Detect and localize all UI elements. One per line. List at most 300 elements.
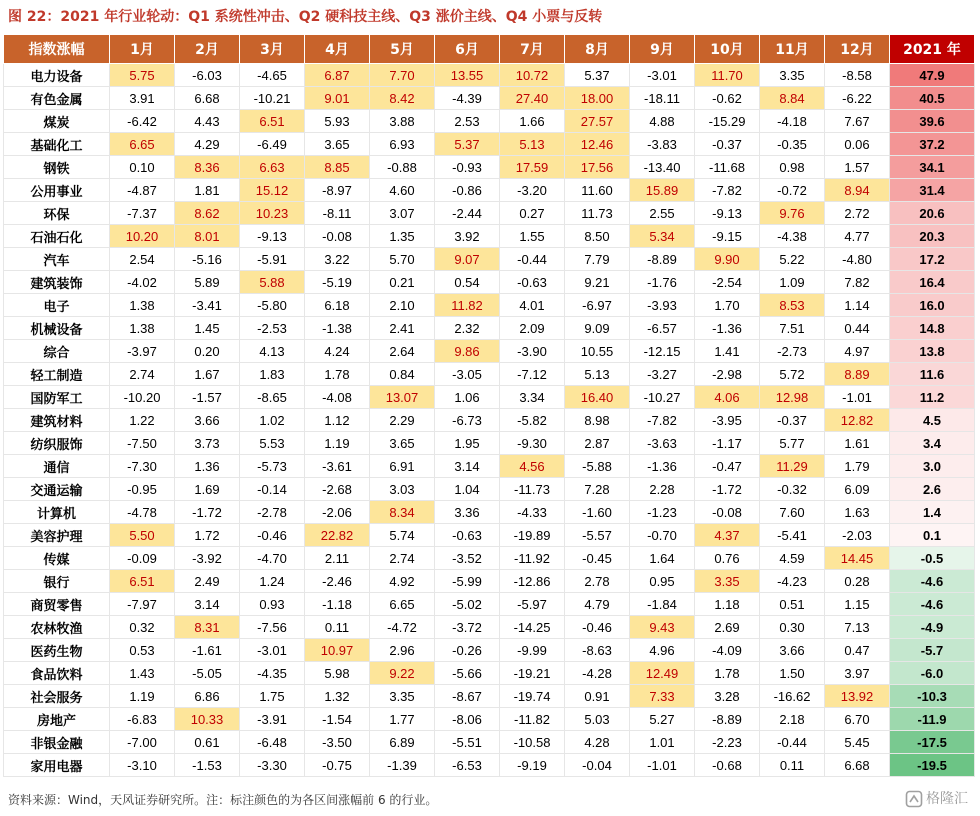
table-row [4, 248, 975, 271]
header-month: 8月 [565, 35, 630, 64]
data-cell: 1.64 [630, 547, 695, 570]
total-cell: 47.9 [890, 64, 975, 87]
data-cell: -13.40 [630, 156, 695, 179]
data-cell: -4.70 [240, 547, 305, 570]
data-cell: -9.30 [500, 432, 565, 455]
data-cell: 22.82 [305, 524, 370, 547]
data-cell: 1.77 [370, 708, 435, 731]
data-cell: -2.54 [695, 271, 760, 294]
data-cell: -11.73 [500, 478, 565, 501]
data-cell: 11.60 [565, 179, 630, 202]
data-cell: -0.86 [435, 179, 500, 202]
data-cell: 5.50 [110, 524, 175, 547]
data-cell: 2.64 [370, 340, 435, 363]
data-cell: 4.06 [695, 386, 760, 409]
data-cell: -3.63 [630, 432, 695, 455]
data-cell: 0.47 [825, 639, 890, 662]
data-cell: -11.82 [500, 708, 565, 731]
data-cell: 8.84 [760, 87, 825, 110]
data-cell: -2.78 [240, 501, 305, 524]
total-cell: -4.6 [890, 593, 975, 616]
table-row [4, 294, 975, 317]
data-cell: 7.79 [565, 248, 630, 271]
data-cell: 5.45 [825, 731, 890, 754]
data-cell: 5.27 [630, 708, 695, 731]
data-cell: -5.05 [175, 662, 240, 685]
data-cell: 4.13 [240, 340, 305, 363]
data-cell: 6.93 [370, 133, 435, 156]
data-cell: -6.48 [240, 731, 305, 754]
table-row [4, 202, 975, 225]
data-cell: -5.91 [240, 248, 305, 271]
data-cell: -8.65 [240, 386, 305, 409]
total-cell: 20.6 [890, 202, 975, 225]
total-cell: 1.4 [890, 501, 975, 524]
data-cell: 4.28 [565, 731, 630, 754]
data-cell: -1.84 [630, 593, 695, 616]
data-cell: 12.98 [760, 386, 825, 409]
data-cell: 1.18 [695, 593, 760, 616]
data-cell: 3.88 [370, 110, 435, 133]
watermark-text: 格隆汇 [926, 791, 968, 807]
data-cell: 2.72 [825, 202, 890, 225]
row-label: 交通运输 [4, 478, 110, 501]
data-cell: -9.13 [695, 202, 760, 225]
data-cell: 9.22 [370, 662, 435, 685]
data-cell: -10.20 [110, 386, 175, 409]
data-cell: -0.72 [760, 179, 825, 202]
row-label: 基础化工 [4, 133, 110, 156]
data-cell: 3.14 [435, 455, 500, 478]
data-cell: -0.44 [500, 248, 565, 271]
data-cell: 6.63 [240, 156, 305, 179]
data-cell: -7.50 [110, 432, 175, 455]
header-total: 2021 年 [890, 35, 975, 64]
row-label: 轻工制造 [4, 363, 110, 386]
data-cell: 6.18 [305, 294, 370, 317]
data-cell: -3.01 [240, 639, 305, 662]
data-cell: 6.91 [370, 455, 435, 478]
data-cell: -1.60 [565, 501, 630, 524]
data-cell: 27.57 [565, 110, 630, 133]
data-cell: -11.68 [695, 156, 760, 179]
data-cell: -1.36 [630, 455, 695, 478]
row-label: 国防军工 [4, 386, 110, 409]
data-cell: -0.75 [305, 754, 370, 777]
total-cell: -17.5 [890, 731, 975, 754]
row-label: 医药生物 [4, 639, 110, 662]
data-cell: -1.01 [825, 386, 890, 409]
data-cell: 0.84 [370, 363, 435, 386]
data-cell: 5.88 [240, 271, 305, 294]
data-cell: -0.70 [630, 524, 695, 547]
row-label: 计算机 [4, 501, 110, 524]
data-cell: 1.78 [305, 363, 370, 386]
data-cell: 11.82 [435, 294, 500, 317]
data-cell: -6.53 [435, 754, 500, 777]
data-cell: 0.54 [435, 271, 500, 294]
data-cell: -0.95 [110, 478, 175, 501]
data-cell: 0.30 [760, 616, 825, 639]
data-cell: 4.97 [825, 340, 890, 363]
data-cell: 7.70 [370, 64, 435, 87]
table-row [4, 524, 975, 547]
row-label: 电子 [4, 294, 110, 317]
data-cell: 6.65 [370, 593, 435, 616]
data-cell: -3.97 [110, 340, 175, 363]
row-label: 商贸零售 [4, 593, 110, 616]
data-cell: 1.83 [240, 363, 305, 386]
data-cell: 2.18 [760, 708, 825, 731]
row-label: 建筑装饰 [4, 271, 110, 294]
data-cell: 1.01 [630, 731, 695, 754]
data-cell: -5.16 [175, 248, 240, 271]
data-cell: 1.81 [175, 179, 240, 202]
data-cell: -3.83 [630, 133, 695, 156]
data-cell: 9.09 [565, 317, 630, 340]
data-cell: 1.61 [825, 432, 890, 455]
data-cell: -0.32 [760, 478, 825, 501]
data-cell: 5.72 [760, 363, 825, 386]
data-cell: 1.43 [110, 662, 175, 685]
data-cell: -6.03 [175, 64, 240, 87]
data-cell: 3.66 [175, 409, 240, 432]
row-label: 非银金融 [4, 731, 110, 754]
table-row [4, 225, 975, 248]
data-cell: -3.01 [630, 64, 695, 87]
table-row [4, 340, 975, 363]
total-cell: 14.8 [890, 317, 975, 340]
data-cell: -1.39 [370, 754, 435, 777]
data-cell: -1.01 [630, 754, 695, 777]
data-cell: 13.55 [435, 64, 500, 87]
data-cell: 12.49 [630, 662, 695, 685]
data-cell: -1.53 [175, 754, 240, 777]
data-cell: -10.21 [240, 87, 305, 110]
header-month: 1月 [110, 35, 175, 64]
data-cell: -19.74 [500, 685, 565, 708]
data-cell: -9.13 [240, 225, 305, 248]
row-label: 公用事业 [4, 179, 110, 202]
table-row [4, 87, 975, 110]
data-cell: 0.06 [825, 133, 890, 156]
data-cell: 2.09 [500, 317, 565, 340]
data-cell: -3.30 [240, 754, 305, 777]
data-cell: -7.82 [695, 179, 760, 202]
data-cell: -19.21 [500, 662, 565, 685]
data-cell: 10.20 [110, 225, 175, 248]
data-cell: 7.67 [825, 110, 890, 133]
data-cell: -5.66 [435, 662, 500, 685]
data-cell: 1.36 [175, 455, 240, 478]
data-cell: -5.80 [240, 294, 305, 317]
data-cell: 8.89 [825, 363, 890, 386]
data-cell: 3.36 [435, 501, 500, 524]
data-cell: -0.45 [565, 547, 630, 570]
data-cell: -4.87 [110, 179, 175, 202]
data-cell: 2.74 [370, 547, 435, 570]
data-cell: 0.53 [110, 639, 175, 662]
data-cell: 10.33 [175, 708, 240, 731]
data-cell: 9.01 [305, 87, 370, 110]
data-cell: -0.35 [760, 133, 825, 156]
data-cell: 18.00 [565, 87, 630, 110]
row-label: 环保 [4, 202, 110, 225]
data-cell: 0.76 [695, 547, 760, 570]
table-row [4, 455, 975, 478]
data-cell: 0.91 [565, 685, 630, 708]
data-cell: 2.53 [435, 110, 500, 133]
data-cell: -7.82 [630, 409, 695, 432]
data-cell: 2.78 [565, 570, 630, 593]
data-cell: 2.29 [370, 409, 435, 432]
data-cell: 8.34 [370, 501, 435, 524]
data-cell: -4.23 [760, 570, 825, 593]
data-cell: 3.66 [760, 639, 825, 662]
total-cell: -6.0 [890, 662, 975, 685]
watermark-logo-icon [905, 790, 923, 808]
data-cell: 5.37 [435, 133, 500, 156]
data-cell: -1.17 [695, 432, 760, 455]
table-row [4, 478, 975, 501]
data-cell: 3.35 [760, 64, 825, 87]
row-label: 食品饮料 [4, 662, 110, 685]
table-row [4, 156, 975, 179]
header-month: 9月 [630, 35, 695, 64]
table-row [4, 133, 975, 156]
data-cell: -6.22 [825, 87, 890, 110]
data-cell: 3.92 [435, 225, 500, 248]
data-cell: 4.43 [175, 110, 240, 133]
data-cell: 1.22 [110, 409, 175, 432]
data-cell: 8.53 [760, 294, 825, 317]
data-cell: -0.37 [695, 133, 760, 156]
data-cell: -12.15 [630, 340, 695, 363]
data-cell: -9.19 [500, 754, 565, 777]
data-cell: -4.78 [110, 501, 175, 524]
data-cell: 2.41 [370, 317, 435, 340]
data-cell: -0.62 [695, 87, 760, 110]
data-cell: 8.98 [565, 409, 630, 432]
data-cell: -3.50 [305, 731, 370, 754]
data-cell: -7.56 [240, 616, 305, 639]
data-cell: -7.00 [110, 731, 175, 754]
data-cell: -0.08 [695, 501, 760, 524]
data-cell: -19.89 [500, 524, 565, 547]
data-cell: -1.23 [630, 501, 695, 524]
data-cell: 2.74 [110, 363, 175, 386]
data-cell: 11.70 [695, 64, 760, 87]
data-cell: -0.26 [435, 639, 500, 662]
data-cell: -1.38 [305, 317, 370, 340]
data-cell: -1.57 [175, 386, 240, 409]
data-cell: 4.59 [760, 547, 825, 570]
data-cell: -6.73 [435, 409, 500, 432]
data-cell: 0.21 [370, 271, 435, 294]
data-cell: -18.11 [630, 87, 695, 110]
data-cell: 6.68 [175, 87, 240, 110]
row-label: 石油石化 [4, 225, 110, 248]
data-cell: 15.12 [240, 179, 305, 202]
data-cell: -10.27 [630, 386, 695, 409]
figure-title: 图 22：2021 年行业轮动：Q1 系统性冲击、Q2 硬科技主线、Q3 涨价主线、Q4 小票与反转 [8, 9, 603, 25]
data-cell: -7.12 [500, 363, 565, 386]
data-cell: 3.65 [305, 133, 370, 156]
data-cell: -4.35 [240, 662, 305, 685]
data-cell: 1.63 [825, 501, 890, 524]
data-cell: 4.88 [630, 110, 695, 133]
data-cell: 10.55 [565, 340, 630, 363]
row-label: 家用电器 [4, 754, 110, 777]
data-cell: 1.72 [175, 524, 240, 547]
data-cell: 8.50 [565, 225, 630, 248]
data-cell: 1.66 [500, 110, 565, 133]
data-cell: -3.05 [435, 363, 500, 386]
header-month: 12月 [825, 35, 890, 64]
table-row [4, 179, 975, 202]
data-cell: 6.70 [825, 708, 890, 731]
total-cell: -5.7 [890, 639, 975, 662]
data-cell: -3.10 [110, 754, 175, 777]
data-cell: -0.04 [565, 754, 630, 777]
data-cell: 4.77 [825, 225, 890, 248]
data-cell: 7.60 [760, 501, 825, 524]
total-cell: 13.8 [890, 340, 975, 363]
data-cell: 1.75 [240, 685, 305, 708]
data-cell: 8.36 [175, 156, 240, 179]
data-cell: -15.29 [695, 110, 760, 133]
data-cell: 5.75 [110, 64, 175, 87]
data-cell: 1.24 [240, 570, 305, 593]
total-cell: -4.6 [890, 570, 975, 593]
data-cell: -0.37 [760, 409, 825, 432]
data-cell: -4.08 [305, 386, 370, 409]
data-cell: 16.40 [565, 386, 630, 409]
data-cell: 17.56 [565, 156, 630, 179]
data-cell: 3.65 [370, 432, 435, 455]
data-cell: 0.10 [110, 156, 175, 179]
data-cell: 12.46 [565, 133, 630, 156]
data-cell: -1.76 [630, 271, 695, 294]
data-cell: 5.53 [240, 432, 305, 455]
row-label: 煤炭 [4, 110, 110, 133]
data-cell: -5.73 [240, 455, 305, 478]
data-cell: -1.36 [695, 317, 760, 340]
data-cell: -8.58 [825, 64, 890, 87]
data-cell: 8.62 [175, 202, 240, 225]
data-cell: 0.44 [825, 317, 890, 340]
data-cell: -2.73 [760, 340, 825, 363]
data-cell: -4.28 [565, 662, 630, 685]
total-cell: -10.3 [890, 685, 975, 708]
data-cell: -0.63 [435, 524, 500, 547]
data-cell: 0.51 [760, 593, 825, 616]
data-cell: 0.32 [110, 616, 175, 639]
data-cell: -8.67 [435, 685, 500, 708]
data-cell: -8.89 [630, 248, 695, 271]
data-cell: 4.56 [500, 455, 565, 478]
data-cell: -3.72 [435, 616, 500, 639]
data-cell: -2.06 [305, 501, 370, 524]
row-label: 汽车 [4, 248, 110, 271]
data-cell: 0.11 [305, 616, 370, 639]
table-row [4, 317, 975, 340]
total-cell: 2.6 [890, 478, 975, 501]
data-cell: -4.33 [500, 501, 565, 524]
data-cell: -0.46 [240, 524, 305, 547]
data-cell: 1.70 [695, 294, 760, 317]
data-cell: -4.09 [695, 639, 760, 662]
data-cell: 6.68 [825, 754, 890, 777]
data-cell: 1.02 [240, 409, 305, 432]
data-cell: -3.91 [240, 708, 305, 731]
data-cell: 5.03 [565, 708, 630, 731]
data-cell: -8.11 [305, 202, 370, 225]
table-row [4, 432, 975, 455]
data-cell: 5.70 [370, 248, 435, 271]
data-cell: -10.58 [500, 731, 565, 754]
row-label: 农林牧渔 [4, 616, 110, 639]
data-cell: 8.42 [370, 87, 435, 110]
data-cell: -8.06 [435, 708, 500, 731]
total-cell: 39.6 [890, 110, 975, 133]
header-month: 5月 [370, 35, 435, 64]
row-label: 美容护理 [4, 524, 110, 547]
table-row [4, 501, 975, 524]
data-cell: -0.47 [695, 455, 760, 478]
header-label: 指数涨幅 [4, 35, 110, 64]
data-cell: -0.14 [240, 478, 305, 501]
data-cell: 12.82 [825, 409, 890, 432]
data-cell: 27.40 [500, 87, 565, 110]
total-cell: 37.2 [890, 133, 975, 156]
data-cell: -9.15 [695, 225, 760, 248]
data-cell: -14.25 [500, 616, 565, 639]
data-cell: 7.33 [630, 685, 695, 708]
total-cell: 3.0 [890, 455, 975, 478]
data-cell: 6.09 [825, 478, 890, 501]
total-cell: 20.3 [890, 225, 975, 248]
data-cell: 1.79 [825, 455, 890, 478]
data-cell: -3.93 [630, 294, 695, 317]
data-cell: 15.89 [630, 179, 695, 202]
data-cell: -0.88 [370, 156, 435, 179]
data-cell: 1.32 [305, 685, 370, 708]
data-cell: 3.97 [825, 662, 890, 685]
row-label: 通信 [4, 455, 110, 478]
data-cell: 4.92 [370, 570, 435, 593]
data-cell: -5.82 [500, 409, 565, 432]
data-cell: 10.97 [305, 639, 370, 662]
total-cell: 0.1 [890, 524, 975, 547]
data-cell: 3.07 [370, 202, 435, 225]
data-cell: -0.08 [305, 225, 370, 248]
row-label: 电力设备 [4, 64, 110, 87]
total-cell: 3.4 [890, 432, 975, 455]
data-cell: -2.98 [695, 363, 760, 386]
data-cell: -4.72 [370, 616, 435, 639]
table-row [4, 547, 975, 570]
data-cell: -3.61 [305, 455, 370, 478]
data-cell: 2.11 [305, 547, 370, 570]
total-cell: 16.4 [890, 271, 975, 294]
data-cell: -2.46 [305, 570, 370, 593]
source-note: 资料来源：Wind，天风证券研究所。注：标注颜色的为各区间涨幅前 6 的行业。 [8, 793, 438, 807]
data-cell: -5.19 [305, 271, 370, 294]
data-cell: 1.69 [175, 478, 240, 501]
industry-rotation-table [3, 34, 975, 777]
data-cell: 0.11 [760, 754, 825, 777]
